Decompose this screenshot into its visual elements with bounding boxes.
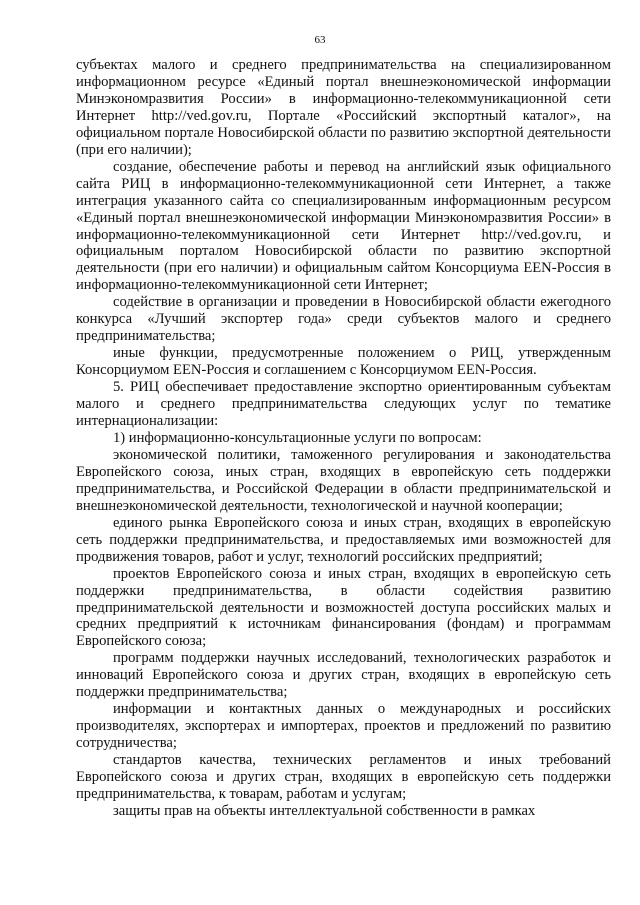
paragraph: создание, обеспечение работы и перевод на английский язык официального сайта РИЦ в информационно-телекоммуникационной сети Интернет, а также интеграция указанного сайта со специализированным информационным ресурсом «Единый портал внешнеэкономической информации Минэкономразвития России» в информационно-телекоммуникационной сети Интернет http://ved.gov.ru, и официальным порталом Новосибирской области по развитию экспортной деятельности (при его наличии) и официальным сайтом Консорциума EEN-Россия в информационно-телекоммуникационной сети Интернет;: [76, 158, 611, 294]
paragraph: проектов Европейского союза и иных стран, входящих в европейскую сеть поддержки предпринимательства, в области содействия развитию предпринимательской деятельности и возможностей доступа российских малых и средних предприятий к источникам финансирования (фондам) и программам Европейского союза;: [76, 565, 611, 650]
paragraph: субъектах малого и среднего предпринимательства на специализированном информационном ресурсе «Единый портал внешнеэкономической информации Минэкономразвития России» в информационно-телекоммуникационной сети Интернет http://ved.gov.ru, Портале «Российский экспортный каталог», на официальном портале Новосибирской области по развитию экспортной деятельности (при его наличии);: [76, 57, 611, 158]
page-number: 63: [314, 34, 326, 46]
paragraph: защиты прав на объекты интеллектуальной собственности в рамках: [113, 802, 536, 819]
paragraph: программ поддержки научных исследований, технологических разработок и инноваций Европейского союза и других стран, входящих в европейскую сеть поддержки предпринимательства;: [76, 650, 611, 701]
paragraph: содействие в организации и проведении в Новосибирской области ежегодного конкурса «Лучший экспортер года» среди субъектов малого и среднего предпринимательства;: [76, 294, 611, 345]
paragraph: стандартов качества, технических регламентов и иных требований Европейского союза и других стран, входящих в европейскую сеть поддержки предпринимательства, к товарам, работам и услугам;: [76, 752, 611, 802]
paragraph: иные функции, предусмотренные положением о РИЦ, утвержденным Консорциумом EEN-Россия и соглашением с Консорциумом EEN-Россия.: [76, 345, 611, 379]
paragraph: 1) информационно-консультационные услуги по вопросам:: [113, 429, 482, 446]
paragraph: единого рынка Европейского союза и иных стран, входящих в европейскую сеть поддержки предпринимательства, и предоставляемых ими возможностей для продвижения товаров, работ и услуг, технологий российских предприятий;: [76, 514, 611, 565]
paragraph: экономической политики, таможенного регулирования и законодательства Европейского союза, иных стран, входящих в европейскую сеть поддержки предпринимательства, и Российской Федерации в области предпринимательской и внешнеэкономической деятельности, технологической и научной кооперации;: [76, 446, 611, 514]
paragraph: 5. РИЦ обеспечивает предоставление экспортно ориентированным субъектам малого и среднего предпринимательства следующих услуг по тематике интернационализации:: [76, 379, 611, 430]
document-body: [76, 57, 611, 820]
paragraph: информации и контактных данных о международных и российских производителях, экспортерах и импортерах, проектов и предложений по развитию сотрудничества;: [76, 701, 611, 752]
